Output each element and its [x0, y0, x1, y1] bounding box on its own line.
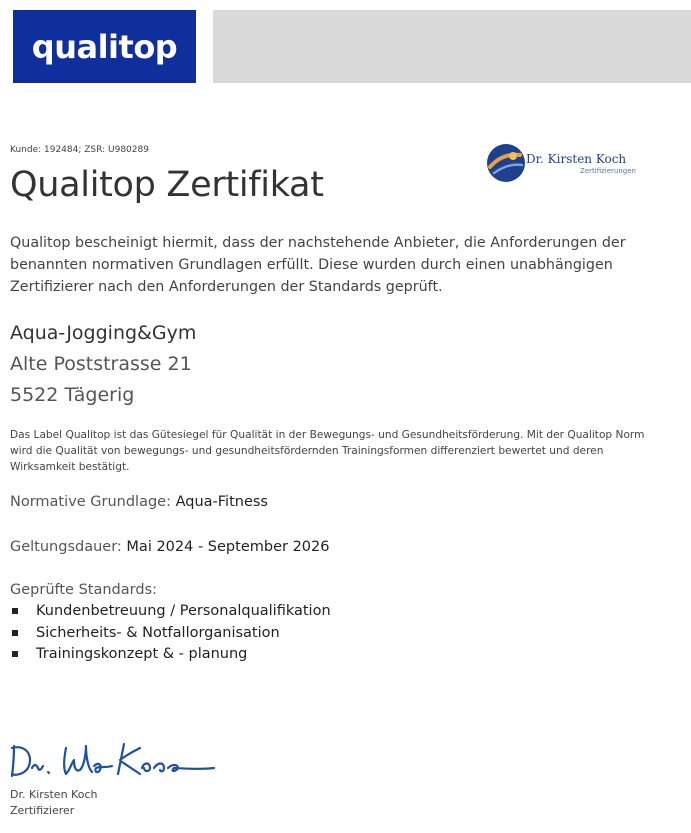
- koch-globe-logo-icon: [486, 143, 526, 183]
- standards-title: Geprüfte Standards:: [10, 582, 157, 598]
- standard-label: Sicherheits- & Notfallorganisation: [36, 624, 280, 641]
- label-description: Das Label Qualitop ist das Gütesiegel für Qualität in der Bewegungs- und Gesundheitsförderung. Mit der Qualitop Norm wird die Qualität von bewegungs- und gesundheitsfördernden Trainingsformen differenziert bewertet und deren Wirksamkeit bestätigt.: [10, 429, 645, 473]
- customer-meta: Kunde: 192484; ZSR: U980289: [10, 145, 149, 155]
- validity-value: Mai 2024 - September 2026: [126, 539, 330, 555]
- header-bar: [213, 10, 691, 83]
- provider-street: Alte Poststrasse 21: [10, 353, 192, 375]
- qualitop-logo-text: qualitop: [31, 27, 178, 66]
- list-item: [10, 646, 331, 668]
- standard-label: Trainingskonzept & - planung: [36, 646, 248, 662]
- certifier-logo: [486, 143, 646, 183]
- certificate-title: Qualitop Zertifikat: [10, 165, 324, 205]
- signer-role: Zertifizierer: [10, 804, 75, 817]
- bullet-icon: [12, 608, 18, 614]
- normative-basis: [10, 494, 268, 510]
- list-item: [10, 603, 331, 625]
- certifier-subtitle: Zertifizierungen: [580, 167, 636, 175]
- provider-city: 5522 Tägerig: [10, 384, 135, 406]
- validity-label: Geltungsdauer:: [10, 539, 122, 555]
- bullet-icon: [12, 630, 18, 636]
- qualitop-logo: [13, 10, 196, 83]
- normative-label: Normative Grundlage:: [10, 494, 171, 510]
- provider-name: Aqua-Jogging&Gym: [10, 322, 197, 344]
- standards-list: [10, 603, 331, 668]
- bullet-icon: [12, 651, 18, 657]
- certifier-brand: Dr. Kirsten Koch: [526, 152, 627, 166]
- handwritten-signature-icon: [8, 738, 218, 782]
- signer-name: Dr. Kirsten Koch: [10, 788, 98, 801]
- certificate-intro: Qualitop bescheinigt hiermit, dass der nachstehende Anbieter, die Anforderungen der benannten normativen Grundlagen erfüllt. Diese wurden durch einen unabhängigen Zertifizierer nach den Anforderungen der Standards geprüft.: [10, 235, 626, 295]
- list-item: [10, 625, 331, 647]
- validity-period: [10, 539, 329, 555]
- normative-value: Aqua-Fitness: [175, 494, 268, 510]
- standard-label: Kundenbetreuung / Personalqualifikation: [36, 603, 331, 619]
